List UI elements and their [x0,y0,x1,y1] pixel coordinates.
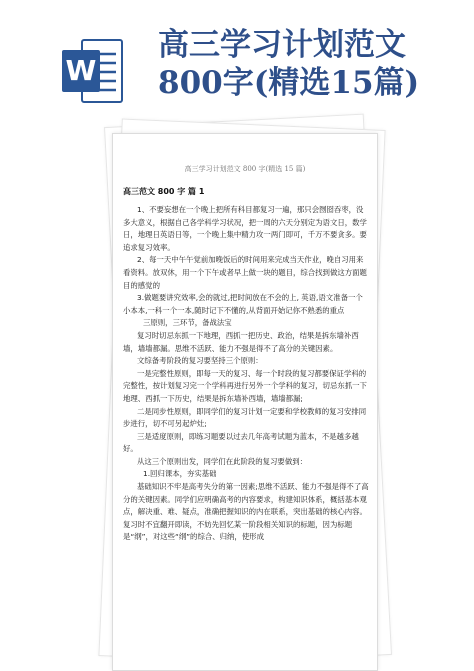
svg-text:W: W [65,54,97,87]
paragraph: 三是适度原则，即练习题要以过去几年高考试题为蓝本，不是越多越好。 [123,431,359,454]
section-title: 高三范文 800 字 篇 1 [123,187,205,196]
paragraph: 从这三个原则出发，同学们在此阶段的复习要做到： [137,456,307,466]
document-body [123,204,369,544]
paragraph: 2、每一天中午午觉前加晚饭后的时间用来完成当天作业，晚自习用来看资料。放双休，用一个下午或者早上做一块的题目，综合找到做这方面题目的感觉的 [123,255,367,290]
header-banner [0,0,474,112]
paragraph: 3.做题要讲究效率,会的就过,把时间放在不会的上, 英语,语文准备一个小本本,一科一个一本,随时记下不懂的,从背面开始记你不熟悉的重点 [123,293,363,315]
running-head: 高三学习计划范文 800 字(精选 15 篇) [184,165,306,173]
document-page [112,133,378,671]
paragraph: 一是完整性原则，即每一天的复习、每一个时段的复习都要保证学科的完整性，按计划复习完一个学科再进行另外一个学科的复习，切忌东抓一下地理、西抓一下历史，结果是拆东墙补西墙，墙墙都漏; [123,368,367,403]
paragraph: 基础知识不牢是高考失分的第一因素;思维不活跃、能力不强是得不了高分的关键因素。同学们应明确高考的内容要求，构建知识体系，概括基本观点，解决重、难、疑点，准确把握知识的内在联系，突出基础的核心内容。复习时不宜翻开即读，不妨先回忆某一阶段相关知识的标题，因为标题是“纲”，对这些“纲”的综合、归纳，使形成 [123,482,369,542]
paragraph: 三原则，三环节，备战法宝 [143,318,232,328]
paragraph: 1、不要妄想在一个晚上把所有科目都复习一遍，那只会囫囵吞枣，没多大意义，根据自己各学科学习状况，把一周的六天分别定为语文日，数学日，地理日英语日等，一个晚上集中精力攻一两门即可，千万不要贪多。要追求复习效率。 [123,205,367,252]
paragraph: 文综备考阶段的复习要坚持三个原则： [137,356,263,366]
title-line-2: 800字(精选15篇) [158,65,420,101]
paragraph: 二是同步性原则，即同学们的复习计划一定要和学校教师的复习安排同步进行，切不可另起炉灶; [123,406,367,429]
page-title [158,26,468,102]
paragraph: 1.回归课本，夯实基础 [143,469,217,479]
title-line-1: 高三学习计划范文 [158,27,406,63]
paragraph: 复习时切忌东抓一下地理，西抓一把历史、政治，结果是拆东墙补西墙，墙墙都漏。思维不活跃、能力不强是得不了高分的关键因素。 [123,330,359,353]
word-document-icon [62,36,124,106]
